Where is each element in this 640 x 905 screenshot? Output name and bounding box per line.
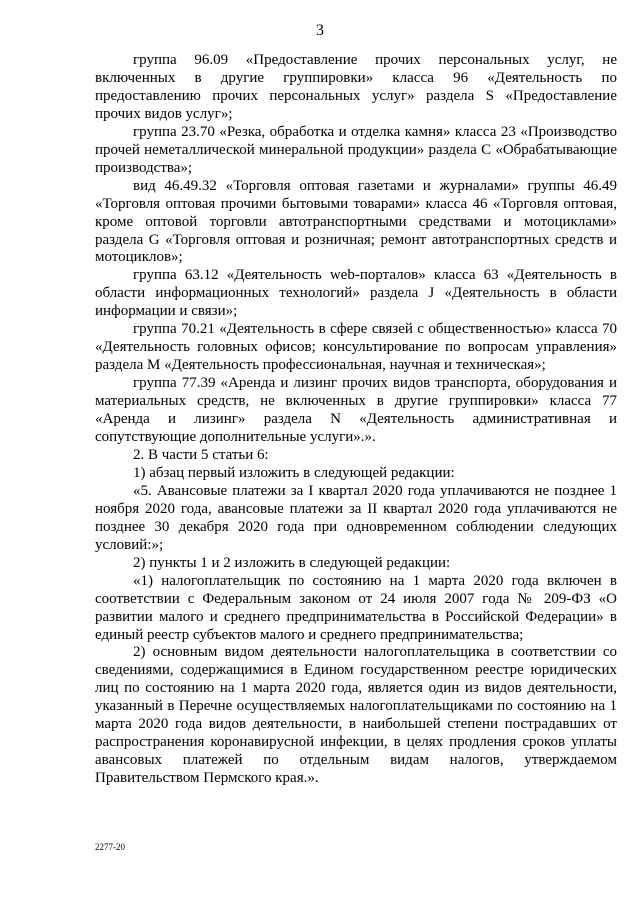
paragraph-kind-46-49-32: вид 46.49.32 «Торговля оптовая газетами и журналами» группы 46.49 «Торговля оптовая прочими бытовыми товарами» класса 46 «Торговля оптовая, кроме оптовой торговли автотранспортными средствами и мотоциклами» раздела G «Торговля оптовая и розничная; ремонт автотранспортных средств и мотоциклов»; — [95, 177, 617, 266]
paragraph-subitem-2: 2) пункты 1 и 2 изложить в следующей редакции: — [133, 554, 451, 571]
paragraph-group-96-09: группа 96.09 «Предоставление прочих персональных услуг, не включенных в другие группировки» класса 96 «Деятельность по предоставлению прочих персональных услуг» раздела S «Предоставление прочих видов услуг»; — [95, 52, 617, 122]
paragraph-group-70-21: группа 70.21 «Деятельность в сфере связей с общественностью» класса 70 «Деятельность головных офисов; консультирование по вопросам управления» раздела М «Деятельность профессиональная, научная и техническая»; — [95, 321, 617, 374]
paragraph-subitem-1: 1) абзац первый изложить в следующей редакции: — [133, 464, 455, 481]
paragraph-group-23-70: группа 23.70 «Резка, обработка и отделка камня» класса 23 «Производство прочей неметаллической минеральной продукции» раздела С «Обрабатывающие производства»; — [95, 123, 617, 176]
paragraph-point-1: «1) налогоплательщик по состоянию на 1 марта 2020 года включен в соответствии с Федеральным законом от 24 июля 2007 года № 209-ФЗ «О развитии малого и среднего предпринимательства в Российской Федерации» в единый реестр субъектов малого и среднего предпринимательства; — [95, 572, 617, 643]
paragraph-item-2: 2. В части 5 статьи 6: — [133, 446, 269, 463]
paragraph-group-77-39: группа 77.39 «Аренда и лизинг прочих видов транспорта, оборудования и материальных средств, не включенных в другие группировки» класса 77 «Аренда и лизинг» раздела N «Деятельность административная и сопутствующие дополнительные услуги».». — [95, 375, 617, 446]
paragraph-point-2: 2) основным видом деятельности налогоплательщика в соответствии со сведениями, содержащимися в Едином государственном реестре юридических лиц по состоянию на 1 марта 2020 года, является один из видов деятельности, указанный в Перечне осуществляемых налогоплательщиками по состоянию на 1 марта 2020 года видов деятельности, в наибольшей степени пострадавших от распространения коронавирусной инфекции, в целях продления сроков уплаты авансовых платежей по отдельным видам налогов, утверждаемом Правительством Пермского края.». — [95, 644, 617, 787]
document-code: 2277-20 — [95, 842, 125, 852]
document-body — [95, 52, 617, 788]
page-number: 3 — [316, 22, 324, 39]
paragraph-group-63-12: группа 63.12 «Деятельность web-порталов» класса 63 «Деятельность в области информационных технологий» раздела J «Деятельность в области информации и связи»; — [95, 267, 617, 320]
paragraph-quoted-item-5: «5. Авансовые платежи за I квартал 2020 года уплачиваются не позднее 1 ноября 2020 года, авансовые платежи за II квартал 2020 года уплачиваются не позднее 30 декабря 2020 года при одновременном соблюдении следующих условий:»; — [95, 482, 617, 553]
